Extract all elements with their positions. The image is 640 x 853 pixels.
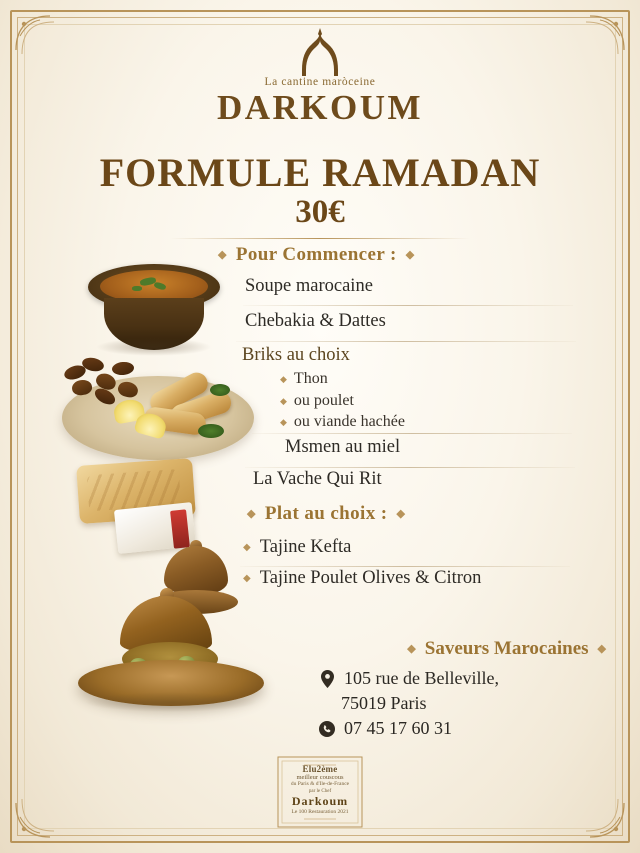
brand-logo — [0, 28, 640, 125]
page-title: FORMULE RAMADAN — [99, 150, 541, 195]
menu-item-chebakia-dattes — [245, 311, 386, 332]
small-tagine-photo — [150, 546, 242, 620]
menu-item-label: Chebakia & Dattes — [245, 311, 386, 331]
menu-divider — [243, 305, 573, 306]
contact-address-line-2 — [341, 693, 427, 714]
sub-item-label: Thon — [293, 370, 328, 387]
section-heading-main-course-label: Plat au choix : — [264, 503, 388, 524]
menu-item-tajine-kefta — [243, 537, 351, 558]
briks-platter-photo — [52, 348, 264, 470]
badge-line-4: par le Chef — [308, 789, 332, 795]
brand-name: DARKOUM — [216, 88, 424, 127]
contact-city-text: 75019 Paris — [341, 693, 427, 713]
badge-line-1: Elu2ème — [302, 764, 338, 774]
badge-line-3: du Paris & d'Ile-de-France — [290, 781, 350, 787]
contact-phone-text: 07 45 17 60 31 — [344, 718, 452, 738]
award-badge — [274, 753, 366, 831]
map-pin-icon — [318, 670, 336, 688]
badge-brand-name: Darkoum — [291, 794, 349, 809]
sub-item-ou-poulet — [280, 392, 354, 410]
diamond-ornament-icon: ◆ — [396, 507, 406, 520]
menu-divider — [240, 566, 570, 567]
title-divider — [170, 238, 470, 239]
contact-address-text: 105 rue de Belleville, — [344, 668, 499, 688]
menu-divider — [245, 467, 575, 468]
menu-item-label: La Vache Qui Rit — [253, 469, 382, 489]
soup-bowl-photo — [88, 258, 220, 354]
msmen-cheese-photo — [60, 462, 240, 560]
section-heading-starters-label: Pour Commencer : — [235, 244, 397, 265]
corner-ornament-bottom-right-icon — [568, 781, 626, 839]
diamond-ornament-icon: ◆ — [218, 248, 227, 261]
menu-item-label: Tajine Kefta — [259, 537, 352, 557]
sub-item-thon — [280, 370, 328, 388]
large-tagine-photo — [78, 596, 264, 714]
section-heading-starters — [218, 244, 415, 266]
contact-heading — [407, 638, 606, 660]
diamond-ornament-icon: ◆ — [405, 248, 415, 261]
section-heading-main-course — [247, 503, 405, 525]
phone-icon — [318, 720, 336, 738]
diamond-ornament-icon: ◆ — [247, 507, 256, 520]
menu-item-la-vache-qui-rit — [253, 469, 382, 490]
menu-item-label: Briks au choix — [242, 345, 350, 365]
diamond-bullet-icon: ◆ — [280, 373, 287, 384]
diamond-bullet-icon: ◆ — [280, 395, 287, 406]
menu-item-msmen-au-miel — [285, 437, 400, 458]
contact-heading-label: Saveurs Marocaines — [424, 638, 589, 659]
menu-item-soupe-marocaine — [245, 276, 373, 297]
diamond-bullet-icon: ◆ — [243, 572, 251, 584]
poster-title-block — [0, 152, 640, 239]
menu-item-label: Soupe marocaine — [245, 276, 373, 296]
sub-item-label: ou poulet — [293, 392, 354, 409]
brand-tagline: La cantine maròceine — [264, 76, 376, 88]
formula-price: 30€ — [295, 194, 345, 230]
corner-ornament-bottom-left-icon — [14, 781, 72, 839]
menu-item-briks-au-choix — [242, 345, 350, 366]
badge-line-5: Le 100 Restauration 2021 — [291, 809, 349, 816]
diamond-ornament-icon: ◆ — [597, 642, 606, 655]
sub-item-ou-viande-hachee — [280, 413, 405, 431]
menu-divider — [236, 341, 576, 342]
menu-divider — [252, 433, 572, 434]
contact-phone[interactable] — [318, 718, 452, 739]
contact-address-line-1 — [318, 668, 499, 689]
moorish-arch-icon — [272, 28, 368, 80]
menu-item-tajine-poulet-olives-citron — [243, 568, 481, 589]
diamond-bullet-icon: ◆ — [280, 416, 287, 427]
badge-line-2: meilleur couscous — [296, 774, 344, 781]
diamond-bullet-icon: ◆ — [243, 541, 251, 553]
sub-item-label: ou viande hachée — [293, 413, 405, 430]
diamond-ornament-icon: ◆ — [407, 642, 416, 655]
menu-item-label: Msmen au miel — [285, 437, 401, 457]
menu-item-label: Tajine Poulet Olives & Citron — [259, 568, 482, 588]
